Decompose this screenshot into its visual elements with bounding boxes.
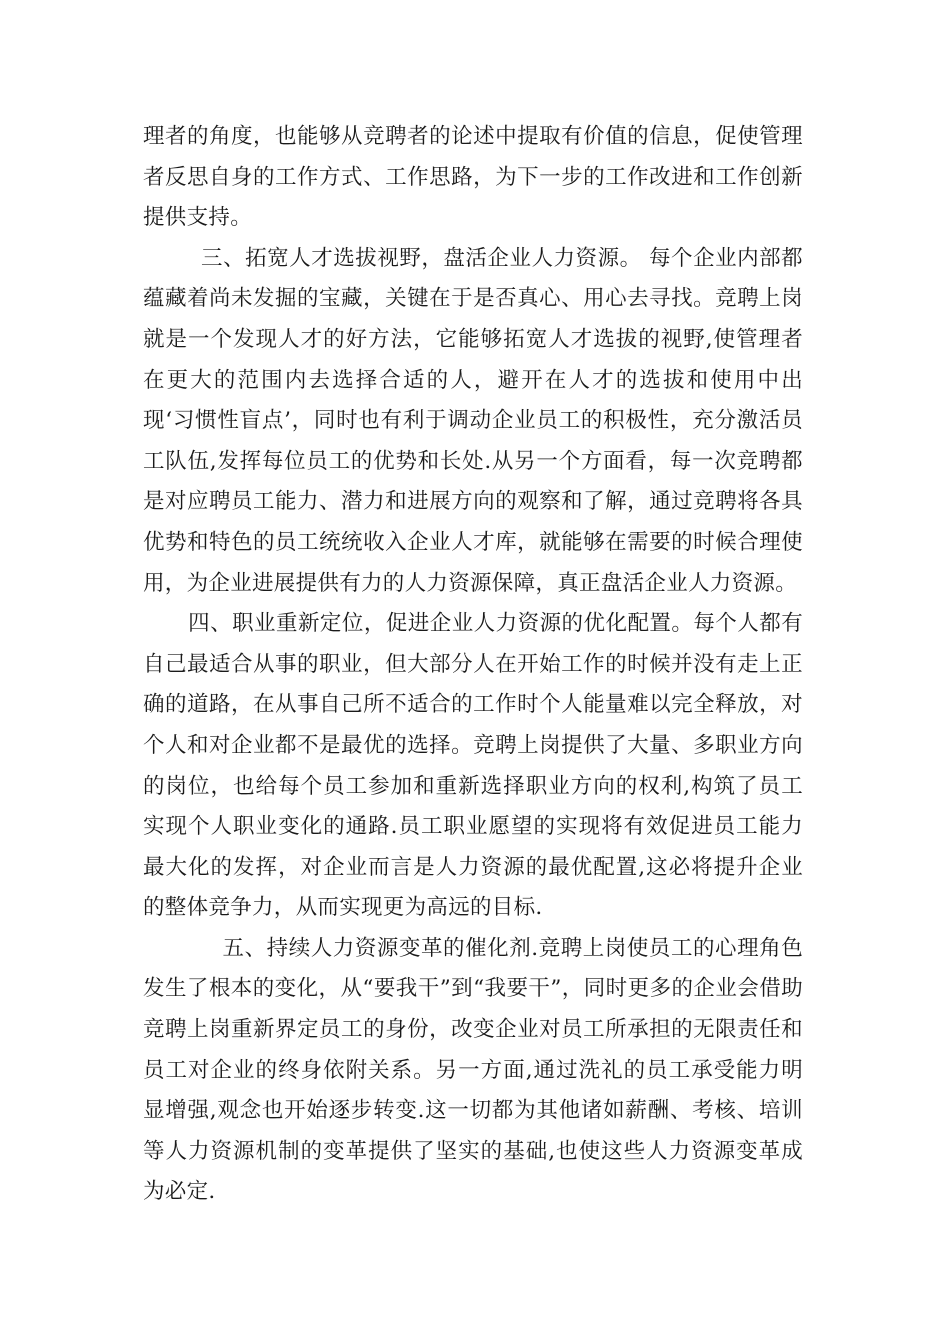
document-body: [143, 117, 803, 1213]
paragraph-continuation: 理者的角度，也能够从竞聘者的论述中提取有价值的信息，促使管理者反思自身的工作方式、工作思路，为下一步的工作改进和工作创新提供支持。: [143, 124, 803, 231]
paragraph-section-three: 三、拓宽人才选拔视野，盘活企业人力资源。 每个企业内部都蕴藏着尚未发掘的宝藏，关键在于是否真心、用心去寻找。竞聘上岗就是一个发现人才的好方法，它能够拓宽人才选拔的视野,使管理者在更大的范围内去选择合适的人，避开在人才的选拔和使用中出现‘习惯性盲点’，同时也有利于调动企业员工的积极性，充分激活员工队伍,发挥每位员工的优势和长处.从另一个方面看，每一次竞聘都是对应聘员工能力、潜力和进展方向的观察和了解，通过竞聘将各具优势和特色的员工统统收入企业人才库，就能够在需要的时候合理使用，为企业进展提供有力的人力资源保障，真正盘活企业人力资源。: [143, 245, 803, 596]
paragraph-section-five: 五、持续人力资源变革的催化剂.竞聘上岗使员工的心理角色发生了根本的变化，从“要我干”到“我要干”，同时更多的企业会借助竞聘上岗重新界定员工的身份，改变企业对员工所承担的无限责任和员工对企业的终身依附关系。另一方面,通过洗礼的员工承受能力明显增强,观念也开始逐步转变.这一切都为其他诸如薪酬、考核、培训等人力资源机制的变革提供了坚实的基础,也使这些人力资源变革成为必定.: [143, 935, 803, 1205]
paragraph-section-four: 四、职业重新定位，促进企业人力资源的优化配置。每个人都有自己最适合从事的职业，但大部分人在开始工作的时候并没有走上正确的道路，在从事自己所不适合的工作时个人能量难以完全释放，对个人和对企业都不是最优的选择。竞聘上岗提供了大量、多职业方向的岗位，也给每个员工参加和重新选择职业方向的权利,构筑了员工实现个人职业变化的通路.员工职业愿望的实现将有效促进员工能力最大化的发挥，对企业而言是人力资源的最优配置,这必将提升企业的整体竞争力，从而实现更为高远的目标.: [143, 611, 803, 921]
